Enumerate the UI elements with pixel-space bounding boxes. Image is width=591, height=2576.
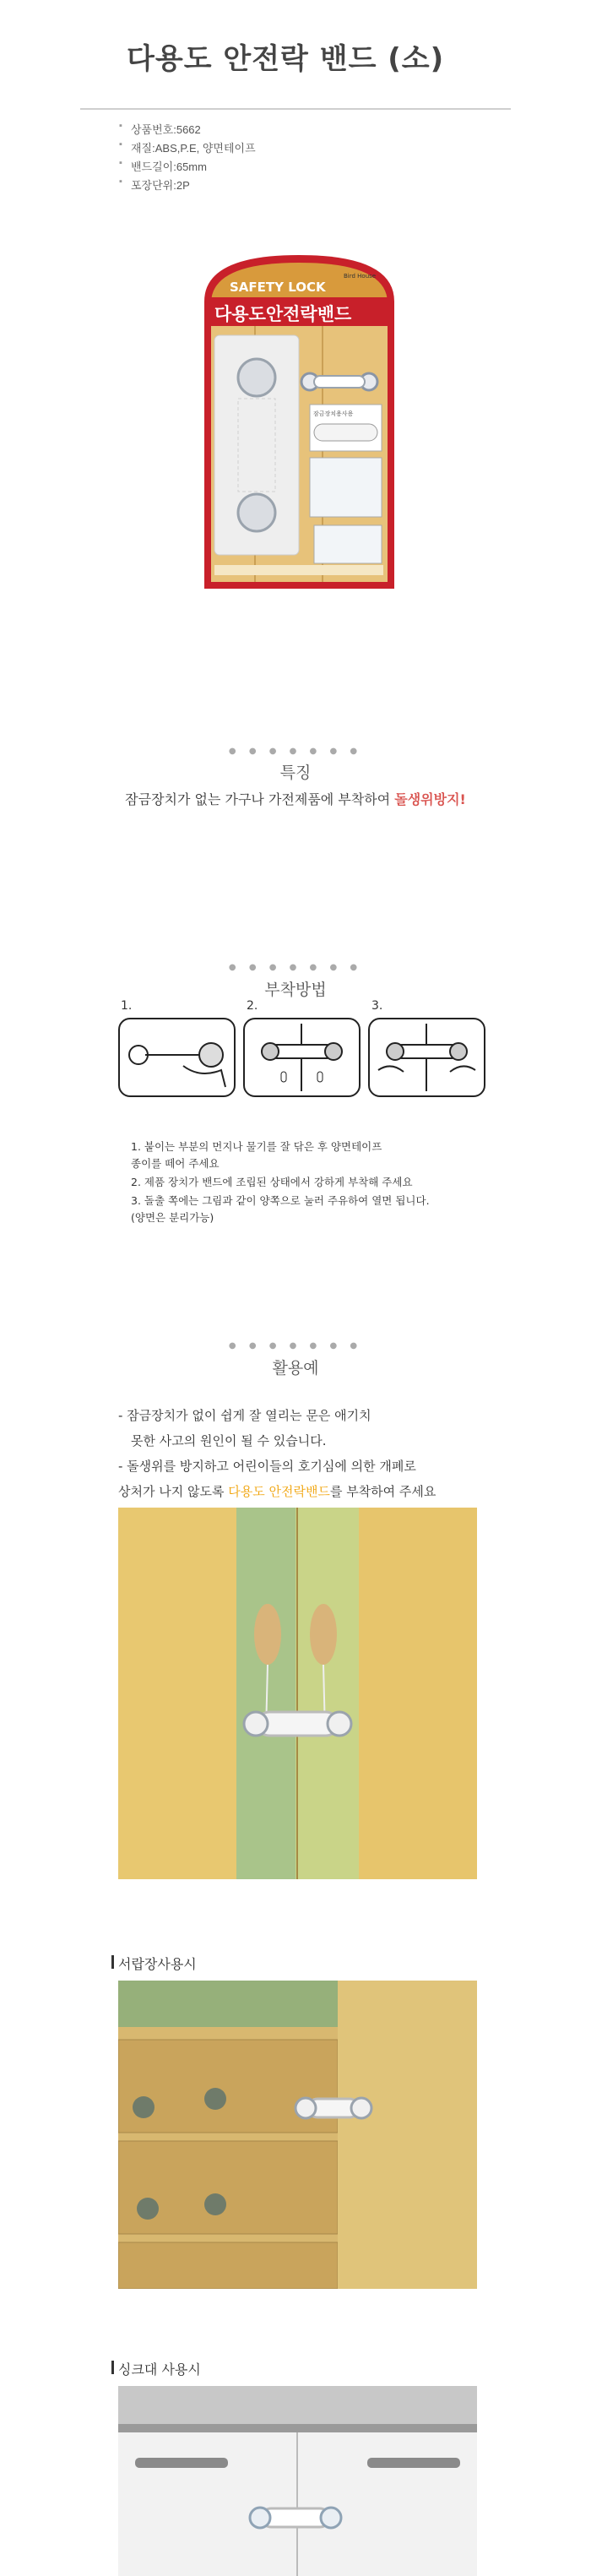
- usage-title: 활용예: [272, 1359, 319, 1378]
- step-2-illustration: [243, 1018, 361, 1097]
- step-number: 1.: [121, 999, 133, 1013]
- install-title: 부착방법: [264, 981, 327, 999]
- usage-text: [118, 1482, 436, 1500]
- sink-cabinet-photo: [118, 2386, 477, 2576]
- drawer-photo: [118, 1981, 477, 2289]
- title-divider: [80, 108, 511, 110]
- usage-text-end: 를 부착하여 주세요: [329, 1484, 436, 1499]
- step-number: 3.: [371, 999, 383, 1013]
- step-number: 2.: [247, 999, 258, 1013]
- spec-item-package-unit: ▪ 포장단위:2P: [131, 177, 190, 193]
- spec-item-material: ▪ 재질:ABS,P.E, 양면테이프: [131, 139, 256, 155]
- package-side-label: 잠금장치용사용: [313, 410, 354, 417]
- install-instruction: (양면은 분리가능): [131, 1211, 214, 1224]
- install-instruction: 3. 돌출 쪽에는 그림과 같이 양쪽으로 눌러 주유하여 열면 됩니다.: [131, 1194, 430, 1207]
- features-text-highlight: 돌생위방지!: [394, 791, 466, 807]
- usage-text-main: 상처가 나지 않도록: [118, 1484, 229, 1499]
- install-instruction: 2. 제품 장치가 밴드에 조립된 상태에서 강하게 부착해 주세요: [131, 1176, 413, 1188]
- spec-item-band-length: ▪ 밴드길이:65mm: [131, 158, 207, 174]
- package-top-label: SAFETY LOCK: [230, 280, 326, 295]
- features-text: [0, 789, 591, 808]
- features-title: 특징: [279, 764, 312, 782]
- section-dots: ● ● ● ● ● ● ●: [228, 747, 363, 756]
- package-main-label: 다용도안전락밴드: [214, 304, 352, 324]
- usage-text: 못한 사고의 원인이 될 수 있습니다.: [131, 1433, 327, 1448]
- install-instruction: 1. 붙이는 부분의 먼지나 물기를 잘 닦은 후 양면테이프: [131, 1140, 382, 1153]
- sink-caption: 싱크대 사용시: [118, 2359, 201, 2378]
- usage-text: - 잠금장치가 없이 쉽게 잘 열리는 문은 애기치: [118, 1408, 371, 1423]
- page-title: 다용도 안전락 밴드 (소): [127, 42, 445, 76]
- usage-text-highlight: 다용도 안전락밴드: [228, 1484, 330, 1499]
- features-text-main: 잠금장치가 없는 가구나 가전제품에 부착하여: [125, 791, 395, 807]
- spec-item-product-number: ▪ 상품번호:5662: [131, 121, 201, 137]
- section-dots: ● ● ● ● ● ● ●: [228, 1341, 363, 1350]
- usage-text: - 돌생위를 방지하고 어린이들의 호기심에 의한 개폐로: [118, 1459, 416, 1474]
- package-brand: Bird House: [344, 273, 377, 280]
- cabinet-door-photo: [118, 1508, 477, 1879]
- step-1-illustration: [118, 1018, 236, 1097]
- product-package-image: [196, 251, 403, 593]
- drawer-caption: 서랍장사용시: [118, 1954, 197, 1973]
- install-instruction: 종이를 떼어 주세요: [131, 1157, 220, 1170]
- step-3-illustration: [368, 1018, 485, 1097]
- section-dots: ● ● ● ● ● ● ●: [228, 963, 363, 972]
